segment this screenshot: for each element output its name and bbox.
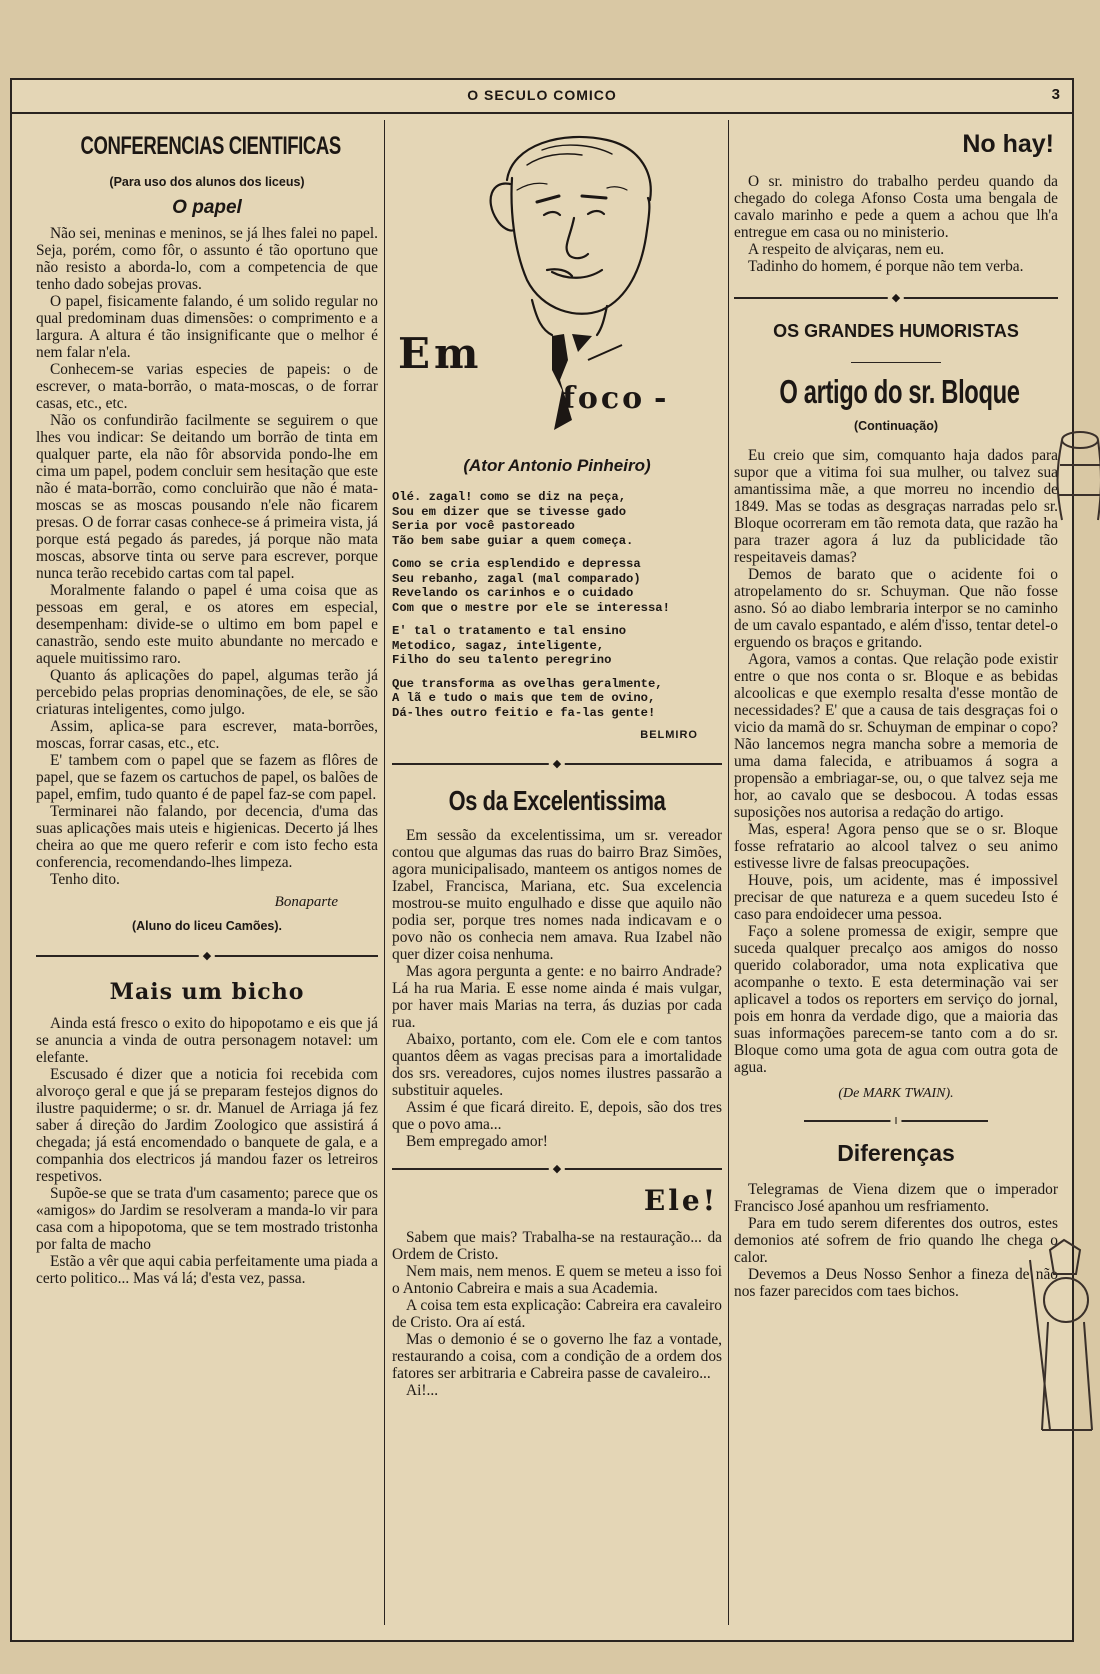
newspaper-title: O SECULO COMICO xyxy=(467,87,617,103)
section-heading-o-papel: O papel xyxy=(172,197,242,218)
paragraph: E' tambem com o papel que se fazem as flôres de papel, que se fazem os cartuchos de papel, os balões de papel, emfim, tudo quanto é de papel faz-se com papel. xyxy=(36,752,378,803)
column-1 xyxy=(36,120,378,1287)
poem-line: Olé. zagal! como se diz na peça, xyxy=(392,490,627,504)
paragraph: Conhecem-se varias especies de papeis: o de escrever, o mata-borrão, o mata-moscas, o de forrar casas, etc., etc. xyxy=(36,361,378,412)
paragraph: Para em tudo serem diferentes dos outros, estes demonios até sofrem de frio quando lhe chega o calor. xyxy=(734,1215,1058,1266)
caricature-caption: (Ator Antonio Pinheiro) xyxy=(463,456,651,475)
paragraph: Faço a solene promessa de exigir, sempre que suceda qualquer precalço aos amigos do nosso querido colaborador, uma nota explicativa que acompanhe o texto. E esta determinação vai ser aplicavel a todos os reporters em serviço do jornal, pois em honra da verdade digo, que a maioria das suas informações parecem-se tanto com a do sr. Bloque como uma gota de agua com outra gota de agua. xyxy=(734,923,1058,1076)
running-header xyxy=(12,80,1072,114)
svg-text:-: - xyxy=(654,381,667,416)
margin-barrel-doodle-icon xyxy=(1050,420,1100,530)
poem-line: Que transforma as ovelhas geralmente, xyxy=(392,676,663,691)
short-rule xyxy=(851,362,941,363)
poem-line: A lã e tudo o mais que tem de ovino, xyxy=(392,691,656,705)
paragraph: Ai!... xyxy=(406,1382,439,1399)
article-subtitle-continuacao: (Continuação) xyxy=(853,419,939,433)
paragraph: Sabem que mais? Trabalha-se na restauração... da Ordem de Cristo. xyxy=(392,1229,722,1263)
paragraph: Moralmente falando o papel é uma coisa que as pessoas em geral, e os atores em especial, desempenham: divide-se o ultimo em bom papel e canastrão, sendo este muito abundante no mercado e aquele muitissimo raro. xyxy=(36,582,378,667)
poem-line: Revelando os carinhos e o cuidado xyxy=(392,586,634,600)
paragraph: O papel, fisicamente falando, é um solido regular no qual predominam duas dimensões: o comprimento e a largura. A altura é tão insignificante que o melhor é nem falar n'ela. xyxy=(36,293,378,361)
page-number: 3 xyxy=(1051,86,1060,103)
article-title-conferencias: CONFERENCIAS CIENTIFICAS xyxy=(80,132,341,160)
margin-soldier-doodle-icon xyxy=(1020,1230,1100,1490)
poem-line: Com que o mestre por ele se interessa! xyxy=(392,600,670,615)
poem-line: Dá-lhes outro feitio e fa-las gente! xyxy=(392,705,656,720)
article-title-os-da-excelentissima: Os da Excelentissima xyxy=(448,785,666,816)
poem-stanza xyxy=(392,624,722,668)
column-3 xyxy=(734,120,1058,1300)
article-title-artigo-bloque: O artigo do sr. Bloque xyxy=(779,373,1020,410)
paragraph: O sr. ministro do trabalho perdeu quando da chegado do colega Afonso Costa uma bengala de cavalo marinho e pede a quem a achou que lh'a entregue em casa ou no ministerio. xyxy=(734,173,1058,241)
article-title-diferencas: Diferenças xyxy=(837,1140,955,1166)
paragraph: Houve, pois, um acidente, mas é impossivel precisar de que natureza e a quem sucedeu Isto é caso para endoidecer uma pessoa. xyxy=(734,872,1058,923)
paragraph: Estão a vêr que aqui cabia perfeitamente uma piada a certo politico... Mas vá lá; d'esta vez, passa. xyxy=(36,1253,378,1287)
section-divider: ◆ xyxy=(36,949,378,963)
poem-line: E' tal o tratamento e tal ensino xyxy=(392,624,627,638)
poem-line: Filho do seu talento peregrino xyxy=(392,653,612,667)
paragraph: Devemos a Deus Nosso Senhor a fineza de não nos fazer parecidos com taes bichos. xyxy=(734,1266,1058,1300)
poem-line: Como se cria esplendido e depressa xyxy=(392,557,641,571)
newspaper-page xyxy=(10,78,1074,1642)
article-body-excelentissima xyxy=(392,827,722,1150)
paragraph: Bem empregado amor! xyxy=(406,1133,548,1150)
poem-stanza xyxy=(392,677,722,721)
article-title-mais-um-bicho: Mais um bicho xyxy=(109,979,305,1005)
section-kicker-grandes-humoristas: OS GRANDES HUMORISTAS xyxy=(773,321,1019,341)
section-divider: ‖ xyxy=(804,1114,988,1128)
paragraph: Nem mais, nem menos. E quem se meteu a isso foi o Antonio Cabreira e mais a sua Academia. xyxy=(392,1263,722,1297)
bleed-through-ghost-text xyxy=(150,40,1050,80)
paragraph: Assim é que ficará direito. E, depois, são dos tres que o povo ama... xyxy=(392,1099,722,1133)
section-divider: ◆ xyxy=(392,757,722,771)
paragraph: Mas, espera! Agora penso que se o sr. Bloque fosse refratario ao alcool talvez o seu animo estivesse livre de falsas preocupações. xyxy=(734,821,1058,872)
column-rule-2 xyxy=(728,120,729,1625)
paragraph: A coisa tem esta explicação: Cabreira era cavaleiro de Cristo. Ora aí está. xyxy=(392,1297,722,1331)
article-body-conferencias xyxy=(36,225,378,888)
paragraph: Agora, vamos a contas. Que relação pode existir entre o que nos conta o sr. Bloque e as bebidas alcoolicas e que exemplo resalta d'esse montão de necessidades? E' que a causa de tais desgraças foi o vicio da mamã do sr. Schuyman de empinar o copo? Não lancemos negra mancha sobre a memoria de uma dama falecida, e atribuamos á sogra a propensão a embriagar-se, ou, o que talvez seja me hor, ao cavalo que se desbocou. A todas essas suposições nos autorisa a redação do artigo. xyxy=(734,651,1058,821)
caricature-illustration xyxy=(392,120,722,450)
paragraph: Assim, aplica-se para escrever, mata-borrões, moscas, forrar casas, etc., etc. xyxy=(36,718,378,752)
signature-note: (Aluno do liceu Camões). xyxy=(131,919,282,933)
article-body-no-hay xyxy=(734,173,1058,275)
paragraph: Tadinho do homem, é porque não tem verba. xyxy=(748,258,1024,275)
caricature-drawing xyxy=(392,120,722,450)
paragraph: Terminarei não falando, por decencia, d'uma das suas aplicações mais uteis e higienicas. Decerto já lhes cheira ao que me quero referir e com isto fecho esta conferencia, recomendando-lhes limpeza. xyxy=(36,803,378,871)
signature-mark-twain: (De MARK TWAIN). xyxy=(838,1086,954,1101)
signature-bonaparte: Bonaparte xyxy=(274,894,338,910)
poem-line: Tão bem sabe guiar a quem começa. xyxy=(392,533,634,548)
poem-line: Sou em dizer que se tivesse gado xyxy=(392,504,627,519)
article-title-no-hay: No hay! xyxy=(962,130,1054,158)
paragraph: Em sessão da excelentissima, um sr. vereador contou que algumas das ruas do bairro Braz Simões, agora municipalisado, manteem os antigos nomes de Izabel, Francisca, Mariana, etc. Sua excelencia mostrou-se muito engulhado e disse que aquilo não podia ser, porque tres nomes nada indicavam e o povo não os conhecia nem amava. Rua Izabel não quer dizer coisa nenhuma. xyxy=(392,827,722,963)
column-2 xyxy=(392,120,722,1399)
paragraph: Telegramas de Viena dizem que o imperador Francisco José apanhou um resfriamento. xyxy=(734,1181,1058,1215)
paragraph: Eu creio que sim, comquanto haja dados para supor que a vitima foi sua mulher, ou talvez sua amantissima mãe, a que morreu no incendio de 1849. Mas se todas as desgraças narradas pelo sr. Bloque ocorreram em tão remota data, que razão ha para trazer agora á luz da publicidade tão respeitaveis damas? xyxy=(734,447,1058,566)
article-body-diferencas xyxy=(734,1181,1058,1300)
section-divider: ◆ xyxy=(392,1162,722,1176)
paragraph: Supõe-se que se trata d'um casamento; parece que os «amigos» do Jardim se resolveram a manda-lo vir para casa com a hipopotoma, que se tem mostrado tristonha por falta de macho xyxy=(36,1185,378,1253)
article-body-artigo-bloque xyxy=(734,447,1058,1076)
paragraph: Não os confundirão facilmente se seguirem o que lhes vou indicar: Se deitando um borrão de tinta em qualquer parte, ela não fôr absorvida pondo-lhe em cima um papel, podem concluir sem hesitação que este não é mata-borrão, como concluirão que não é mata-moscas se as moscas pousando n'ele não ficarem presas. O de forrar casas conhece-se á primeira vista, já porque está pegado ás paredes, já porque não mata moscas, absorve tinta ou serve para escrever, porque nunca terão recebido cartas com tal papel. xyxy=(36,412,378,582)
paragraph: Mas o demonio é se o governo lhe faz a vontade, restaurando a coisa, com a condição de a ordem dos fatores ser arbitraria e Cabreira passe de cavaleiro... xyxy=(392,1331,722,1382)
poem-author: BELMIRO xyxy=(640,729,698,741)
poem-stanza xyxy=(392,490,722,548)
paragraph: Escusado é dizer que a noticia foi recebida com alvoroço geral e que já se preparam festejos dignos do ilustre paquiderme; o sr. dr. Manuel de Arriaga já fez saber á direção do Jardim Zoologico que assistirá á chegada; já está encomendado o banquete de gala, e a companhia dos electricos já mandou fazer os letreiros respetivos. xyxy=(36,1066,378,1185)
paragraph: A respeito de alviçaras, nem eu. xyxy=(748,241,945,258)
paragraph: Demos de barato que o acidente foi o atropelamento do sr. Schuyman. Que não fosse asno. Só ao diabo lembraria interpor se no caminho de um cavalo espantado, e além d'isso, tentar detel-o erguendo os braços e gritando. xyxy=(734,566,1058,651)
poem-em-foco xyxy=(392,490,722,720)
paragraph: Abaixo, portanto, com ele. Com ele e com tantos quantos dêem as vagas precisas para a imortalidade dos srs. vereadores, cujos nomes ilustres passarão a substituir aqueles. xyxy=(392,1031,722,1099)
paragraph: Não sei, meninas e meninos, se já lhes falei no papel. Seja, porém, como fôr, o assunto é tão oportuno que não resisto a aborda-lo, com a competencia de que tenho dado sobejas provas. xyxy=(36,225,378,293)
emfoco-title-left: Em xyxy=(398,329,483,378)
column-rule-1 xyxy=(384,120,385,1625)
paragraph: Tenho dito. xyxy=(50,871,120,888)
emfoco-title-right: foco xyxy=(562,381,646,416)
poem-stanza xyxy=(392,557,722,615)
article-body-mais-um-bicho xyxy=(36,1015,378,1287)
poem-line: Metodico, sagaz, inteligente, xyxy=(392,638,605,653)
article-title-ele: Ele! xyxy=(643,1184,718,1217)
section-divider: ◆ xyxy=(734,291,1058,305)
paragraph: Quanto ás aplicações do papel, algumas terão já percebido pelas proprias denominações, de ele, se são criaturas inteligentes, como julgo. xyxy=(36,667,378,718)
article-body-ele xyxy=(392,1229,722,1399)
poem-line: Seu rebanho, zagal (mal comparado) xyxy=(392,571,641,586)
article-subtitle: (Para uso dos alunos dos liceus) xyxy=(109,175,305,189)
poem-line: Seria por você pastoreado xyxy=(392,519,575,533)
paragraph: Ainda está fresco o exito do hipopotamo e eis que já se anuncia a vinda de outra personagem notavel: um elefante. xyxy=(36,1015,378,1066)
paragraph: Mas agora pergunta a gente: e no bairro Andrade? Lá ha rua Maria. E esse nome ainda é mais vulgar, por haver mais Marias na terra, ás duzias por cada rua. xyxy=(392,963,722,1031)
